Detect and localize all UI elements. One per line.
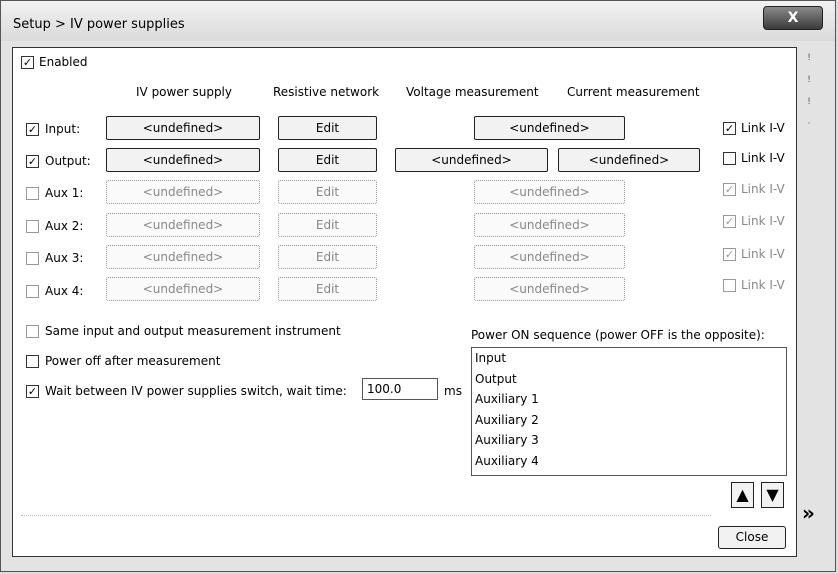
aux4-link-checkbox[interactable] <box>723 279 736 292</box>
aux1-checkbox[interactable] <box>26 187 39 200</box>
input-link-checkbox[interactable]: ✓ <box>724 122 735 135</box>
aux3-label: Aux 3: <box>45 251 84 265</box>
header-iv-power-supply: IV power supply <box>136 85 232 99</box>
sequence-item[interactable]: Output <box>475 371 517 386</box>
title-bar <box>1 1 835 41</box>
side-marks: ! ! ! · <box>807 53 811 129</box>
wait-between-checkbox[interactable]: ✓ <box>27 385 38 398</box>
aux1-voltage-button[interactable]: <undefined> <box>474 180 625 204</box>
output-checkbox[interactable]: ✓ <box>27 155 38 168</box>
aux4-label: Aux 4: <box>45 284 84 298</box>
move-up-button[interactable] <box>731 482 754 508</box>
aux4-voltage-button[interactable]: <undefined> <box>474 277 625 301</box>
sequence-item[interactable]: Auxiliary 2 <box>475 412 539 427</box>
enabled-label: Enabled <box>39 55 88 69</box>
output-voltage-button[interactable]: <undefined> <box>395 148 548 172</box>
input-checkbox[interactable]: ✓ <box>27 123 38 136</box>
aux2-checkbox[interactable] <box>26 220 39 233</box>
sequence-list <box>471 347 787 476</box>
sequence-item[interactable]: Auxiliary 3 <box>475 433 539 448</box>
arrow-up-icon: ▲ <box>736 485 749 504</box>
aux1-link-checkbox[interactable]: ✓ <box>724 183 735 196</box>
aux3-psu-button[interactable]: <undefined> <box>106 245 260 269</box>
output-current-button[interactable]: <undefined> <box>558 148 700 172</box>
output-link-label: Link I-V <box>741 151 785 165</box>
window-close-button[interactable]: X <box>763 6 823 30</box>
power-off-after-checkbox[interactable] <box>26 355 39 368</box>
aux2-edit-button[interactable]: Edit <box>278 213 377 237</box>
input-voltage-button[interactable]: <undefined> <box>474 116 625 140</box>
close-button[interactable]: Close <box>718 526 786 549</box>
input-edit-button[interactable]: Edit <box>278 116 377 140</box>
aux1-link-label: Link I-V <box>741 182 785 196</box>
wait-time-unit: ms <box>444 384 462 398</box>
aux4-edit-button[interactable]: Edit <box>278 277 377 301</box>
arrow-down-icon: ▼ <box>766 485 779 504</box>
aux1-edit-button[interactable]: Edit <box>278 180 377 204</box>
aux3-voltage-button[interactable]: <undefined> <box>474 245 625 269</box>
move-down-button[interactable] <box>761 482 784 508</box>
same-instrument-checkbox[interactable] <box>26 325 39 338</box>
aux4-psu-button[interactable]: <undefined> <box>106 277 260 301</box>
more-chevron-icon[interactable]: » <box>802 501 815 525</box>
window-title: Setup > IV power supplies <box>13 17 185 32</box>
header-current-measurement: Current measurement <box>567 85 700 99</box>
aux2-voltage-button[interactable]: <undefined> <box>474 213 625 237</box>
input-psu-button[interactable]: <undefined> <box>106 116 260 140</box>
aux1-label: Aux 1: <box>45 186 84 200</box>
sequence-title: Power ON sequence (power OFF is the opposite): <box>471 328 765 342</box>
output-psu-button[interactable]: <undefined> <box>106 148 260 172</box>
aux1-psu-button[interactable]: <undefined> <box>106 180 260 204</box>
output-label: Output: <box>45 154 91 168</box>
aux2-psu-button[interactable]: <undefined> <box>106 213 260 237</box>
wait-time-input[interactable]: 100.0 <box>362 378 438 400</box>
input-label: Input: <box>45 122 81 136</box>
aux4-link-label: Link I-V <box>741 278 785 292</box>
aux2-link-label: Link I-V <box>741 214 785 228</box>
header-resistive-network: Resistive network <box>273 85 380 99</box>
header-voltage-measurement: Voltage measurement <box>406 85 539 99</box>
separator <box>21 515 711 516</box>
sequence-item[interactable]: Input <box>475 351 507 365</box>
aux3-checkbox[interactable] <box>26 252 39 265</box>
input-link-label: Link I-V <box>741 121 785 135</box>
aux3-edit-button[interactable]: Edit <box>278 245 377 269</box>
sequence-item[interactable]: Auxiliary 4 <box>475 453 539 468</box>
aux3-link-checkbox[interactable]: ✓ <box>724 248 735 261</box>
aux2-link-checkbox[interactable]: ✓ <box>724 215 735 228</box>
wait-between-label: Wait between IV power supplies switch, wait time: <box>45 384 347 398</box>
output-link-checkbox[interactable] <box>723 152 736 165</box>
enabled-checkbox[interactable]: ✓ <box>22 56 33 69</box>
output-edit-button[interactable]: Edit <box>278 148 377 172</box>
power-off-after-label: Power off after measurement <box>45 354 221 368</box>
aux4-checkbox[interactable] <box>26 285 39 298</box>
same-instrument-label: Same input and output measurement instrument <box>45 324 341 338</box>
sequence-item[interactable]: Auxiliary 1 <box>475 392 539 407</box>
aux3-link-label: Link I-V <box>741 247 785 261</box>
aux2-label: Aux 2: <box>45 219 84 233</box>
